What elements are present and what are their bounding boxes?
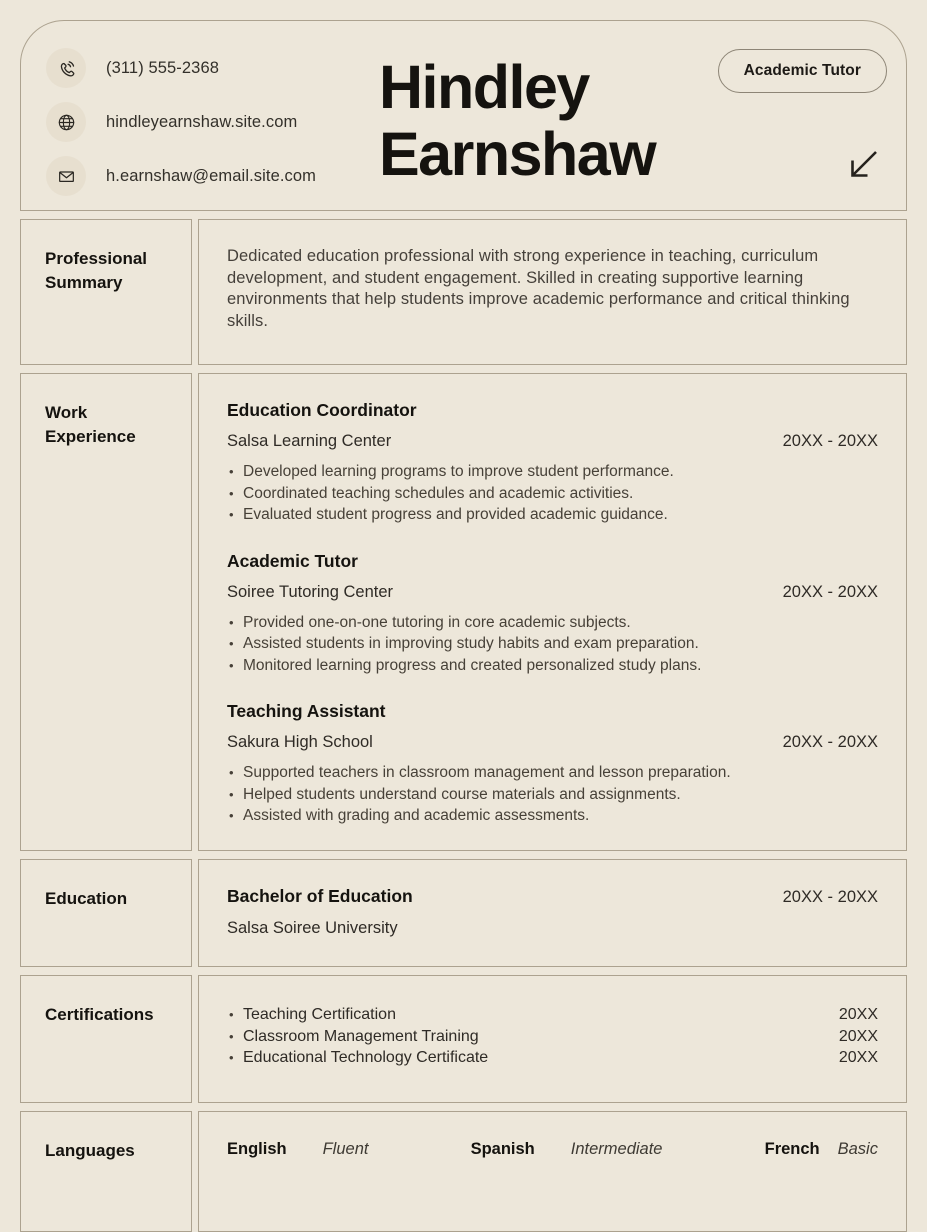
language-name: Spanish <box>470 1140 535 1158</box>
certification-name: • Educational Technology Certificate <box>243 1049 489 1066</box>
job-entry <box>227 551 878 677</box>
language-name: French <box>764 1140 820 1158</box>
contact-phone <box>46 48 316 88</box>
school-name: Salsa Soiree University <box>227 919 398 937</box>
degree-title: Bachelor of Education <box>227 886 413 906</box>
certification-year: 20XX <box>838 1006 878 1023</box>
language-level: Basic <box>837 1140 878 1158</box>
certification-year: 20XX <box>838 1049 878 1066</box>
job-dates: 20XX - 20XX <box>782 582 878 601</box>
job-entry <box>227 701 878 827</box>
certification-year: 20XX <box>838 1027 878 1045</box>
job-entry <box>227 400 878 526</box>
certification-item <box>227 1004 878 1026</box>
job-title: Academic Tutor <box>227 550 358 571</box>
job-bullet: • Coordinated teaching schedules and academic activities. <box>227 483 878 505</box>
section-label: Education <box>45 889 128 908</box>
globe-icon <box>46 102 86 142</box>
resume-page <box>20 20 907 1200</box>
phone-number: (311) 555-2368 <box>106 58 220 77</box>
language-list <box>227 1138 878 1159</box>
role-badge-label: Academic Tutor <box>743 62 861 79</box>
certifications-content-cell <box>198 975 907 1103</box>
section-label: Certifications <box>45 1005 154 1024</box>
website-url: hindleyearnshaw.site.com <box>106 112 298 131</box>
education-dates: 20XX - 20XX <box>782 888 878 906</box>
job-company: Salsa Learning Center <box>227 432 392 450</box>
languages-label-cell <box>20 1111 192 1232</box>
language-name: English <box>227 1140 287 1158</box>
language-level: Intermediate <box>570 1140 663 1158</box>
contact-list <box>46 48 316 210</box>
section-label: Languages <box>45 1141 135 1160</box>
job-dates: 20XX - 20XX <box>782 733 878 751</box>
job-bullet: • Supported teachers in classroom management and lesson preparation. <box>227 762 878 784</box>
certification-list <box>227 1004 878 1069</box>
job-bullet: • Assisted with grading and academic assessments. <box>227 805 878 827</box>
certifications-label-cell <box>20 975 192 1103</box>
job-bullet: • Provided one-on-one tutoring in core academic subjects. <box>227 612 878 634</box>
role-badge <box>718 49 887 93</box>
header <box>20 20 907 211</box>
languages-content-cell <box>198 1111 907 1232</box>
section-label: Professional Summary <box>45 249 148 292</box>
job-bullet: • Evaluated student progress and provided academic guidance. <box>227 504 878 526</box>
job-company: Soiree Tutoring Center <box>227 582 394 601</box>
job-bullet: • Assisted students in improving study habits and exam preparation. <box>227 633 878 655</box>
job-bullets <box>227 461 878 526</box>
job-dates: 20XX - 20XX <box>782 432 878 450</box>
job-company: Sakura High School <box>227 733 373 751</box>
certification-name: • Teaching Certification <box>243 1006 396 1023</box>
section-label: Work Experience <box>45 403 136 446</box>
contact-website <box>46 102 316 142</box>
work-content-cell <box>198 373 907 851</box>
certification-item <box>227 1047 878 1069</box>
certification-item <box>227 1026 878 1048</box>
language-item <box>765 1140 878 1159</box>
work-label-cell <box>20 373 192 851</box>
contact-email <box>46 156 316 196</box>
sections-grid <box>20 219 907 1232</box>
envelope-icon <box>46 156 86 196</box>
job-title: Education Coordinator <box>227 400 417 420</box>
language-level: Fluent <box>322 1140 369 1158</box>
phone-icon <box>46 48 86 88</box>
job-title: Teaching Assistant <box>227 701 386 721</box>
email-address: h.earnshaw@email.site.com <box>106 166 316 185</box>
education-label-cell <box>20 859 192 967</box>
summary-label-cell <box>20 219 192 365</box>
job-bullets <box>227 762 878 827</box>
education-content-cell <box>198 859 907 967</box>
job-bullets <box>227 612 878 677</box>
job-bullet: • Monitored learning progress and created personalized study plans. <box>227 655 878 677</box>
certification-name: • Classroom Management Training <box>243 1027 479 1045</box>
language-item <box>471 1140 663 1159</box>
summary-text: Dedicated education professional with strong experience in teaching, curriculum development, and student engagement. Skilled in creating supportive learning environments that help students improve academic performance and critical thinking skills. <box>227 247 850 330</box>
job-bullet: • Developed learning programs to improve student performance. <box>227 461 878 483</box>
arrow-down-left-icon <box>843 145 883 185</box>
page-title: Hindley Earnshaw <box>379 53 656 188</box>
job-bullet: • Helped students understand course materials and assignments. <box>227 784 878 806</box>
summary-content-cell <box>198 219 907 365</box>
language-item <box>227 1140 368 1159</box>
